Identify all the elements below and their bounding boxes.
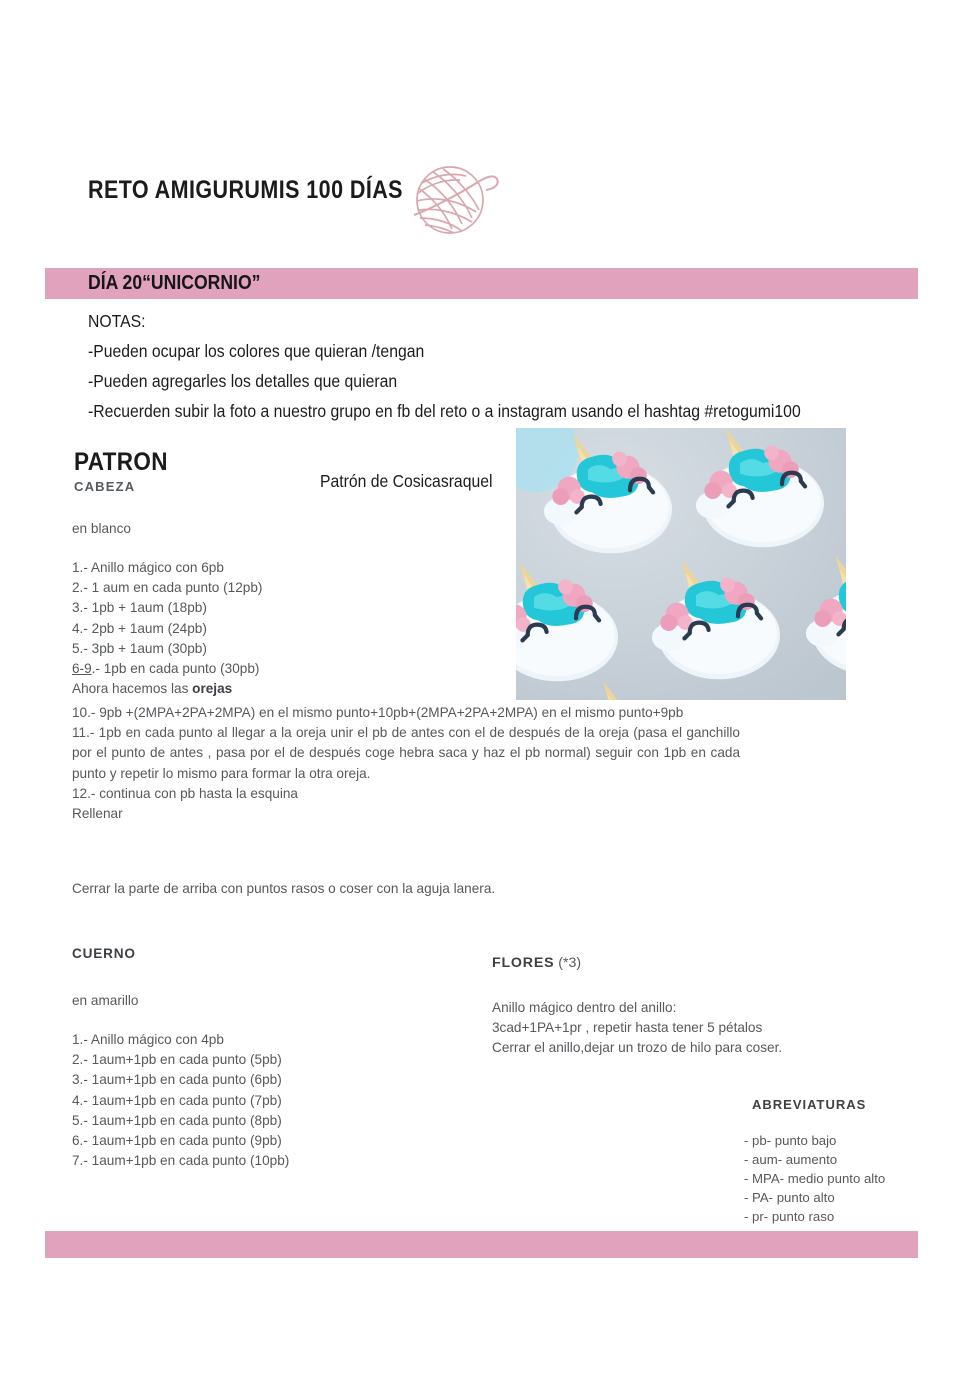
horn-row: 2.- 1aum+1pb en cada punto (5pb) <box>72 1052 282 1068</box>
notes-item: -Pueden ocupar los colores que quieran /tengan <box>88 341 425 361</box>
flores-count: (*3) <box>558 955 582 971</box>
pattern-title: PATRON <box>74 448 168 476</box>
ears-intro-prefix: Ahora hacemos las <box>72 681 193 697</box>
section-heading-cuerno: CUERNO <box>72 946 136 961</box>
notes-heading: NOTAS: <box>88 311 146 331</box>
abbreviation-item: - MPA- medio punto alto <box>744 1171 886 1186</box>
horn-row-list <box>72 1030 472 1171</box>
horn-row: 4.- 1aum+1pb en cada punto (7pb) <box>72 1092 282 1108</box>
head-color-note: en blanco <box>72 521 131 536</box>
abbreviation-item: - PA- punto alto <box>744 1190 835 1205</box>
horn-color-note: en amarillo <box>72 993 139 1008</box>
notes-item: -Recuerden subir la foto a nuestro grupo en fb del reto o a instagram usando el hashtag #retogumi100 <box>88 401 801 421</box>
day-banner-label: DÍA 20“UNICORNIO” <box>88 272 261 294</box>
section-heading-flores <box>492 955 581 971</box>
head-closing-note: Cerrar la parte de arriba con puntos rasos o coser con la aguja lanera. <box>72 881 496 896</box>
author-credit: Patrón de Cosicasraquel <box>320 471 493 491</box>
abbreviation-list <box>744 1131 964 1226</box>
horn-row: 3.- 1aum+1pb en cada punto (6pb) <box>72 1072 282 1088</box>
horn-row: 1.- Anillo mágico con 4pb <box>72 1032 224 1047</box>
head-paragraph: 11.- 1pb en cada punto al llegar a la oreja unir el pb de antes con el de después de la oreja (pasa el ganchillo por el punto de antes , pasa por el de después coge hebra saca y haz el pb normal) seguir con 1pb en cada punto y repetir lo mismo para formar la otra oreja. <box>72 725 740 781</box>
flores-row-list <box>492 998 892 1059</box>
section-heading-cabeza: CABEZA <box>74 479 136 494</box>
abbreviation-item: - pr- punto raso <box>744 1209 835 1224</box>
day-banner <box>45 268 918 299</box>
ears-intro <box>72 679 472 699</box>
head-row: 2.- 1 aum en cada punto (12pb) <box>72 580 263 596</box>
abbreviation-item: - aum- aumento <box>744 1152 838 1167</box>
head-row-range-number: 6-9 <box>72 661 92 677</box>
head-paragraph: Rellenar <box>72 806 123 822</box>
unicorn-amigurumi-photo <box>516 428 846 700</box>
head-row: 4.- 2pb + 1aum (24pb) <box>72 620 207 636</box>
head-paragraph: 12.- continua con pb hasta la esquina <box>72 785 298 801</box>
head-row: 3.- 1pb + 1aum (18pb) <box>72 600 207 616</box>
head-row: 1.- Anillo mágico con 6pb <box>72 560 224 575</box>
flores-row: Anillo mágico dentro del anillo: <box>492 1000 677 1015</box>
flores-row: Cerrar el anillo,dejar un trozo de hilo para coser. <box>492 1040 783 1056</box>
footer-bar <box>45 1231 918 1258</box>
horn-row: 7.- 1aum+1pb en cada punto (10pb) <box>72 1153 290 1169</box>
notes-item: -Pueden agregarles los detalles que quieran <box>88 371 398 391</box>
ears-intro-keyword: orejas <box>192 681 233 697</box>
page-title: RETO AMIGURUMIS 100 DÍAS <box>88 176 403 204</box>
horn-row: 6.- 1aum+1pb en cada punto (9pb) <box>72 1133 282 1149</box>
head-paragraph-list <box>72 703 740 824</box>
notes-block <box>88 306 918 426</box>
head-paragraph: 10.- 9pb +(2MPA+2PA+2MPA) en el mismo punto+10pb+(2MPA+2PA+2MPA) en el mismo punto+9pb <box>72 705 684 720</box>
head-row-range <box>72 659 472 679</box>
flores-heading-label: FLORES <box>492 955 555 971</box>
head-row: 5.- 3pb + 1aum (30pb) <box>72 640 207 656</box>
section-heading-abreviaturas: ABREVIATURAS <box>752 1097 867 1112</box>
head-row-range-text: .- 1pb en cada punto (30pb) <box>91 661 260 677</box>
yarn-ball-icon <box>400 152 508 244</box>
head-row-list <box>72 558 472 699</box>
horn-row: 5.- 1aum+1pb en cada punto (8pb) <box>72 1112 282 1128</box>
flores-row: 3cad+1PA+1pr , repetir hasta tener 5 pétalos <box>492 1020 763 1036</box>
abbreviation-item: - pb- punto bajo <box>744 1133 837 1148</box>
